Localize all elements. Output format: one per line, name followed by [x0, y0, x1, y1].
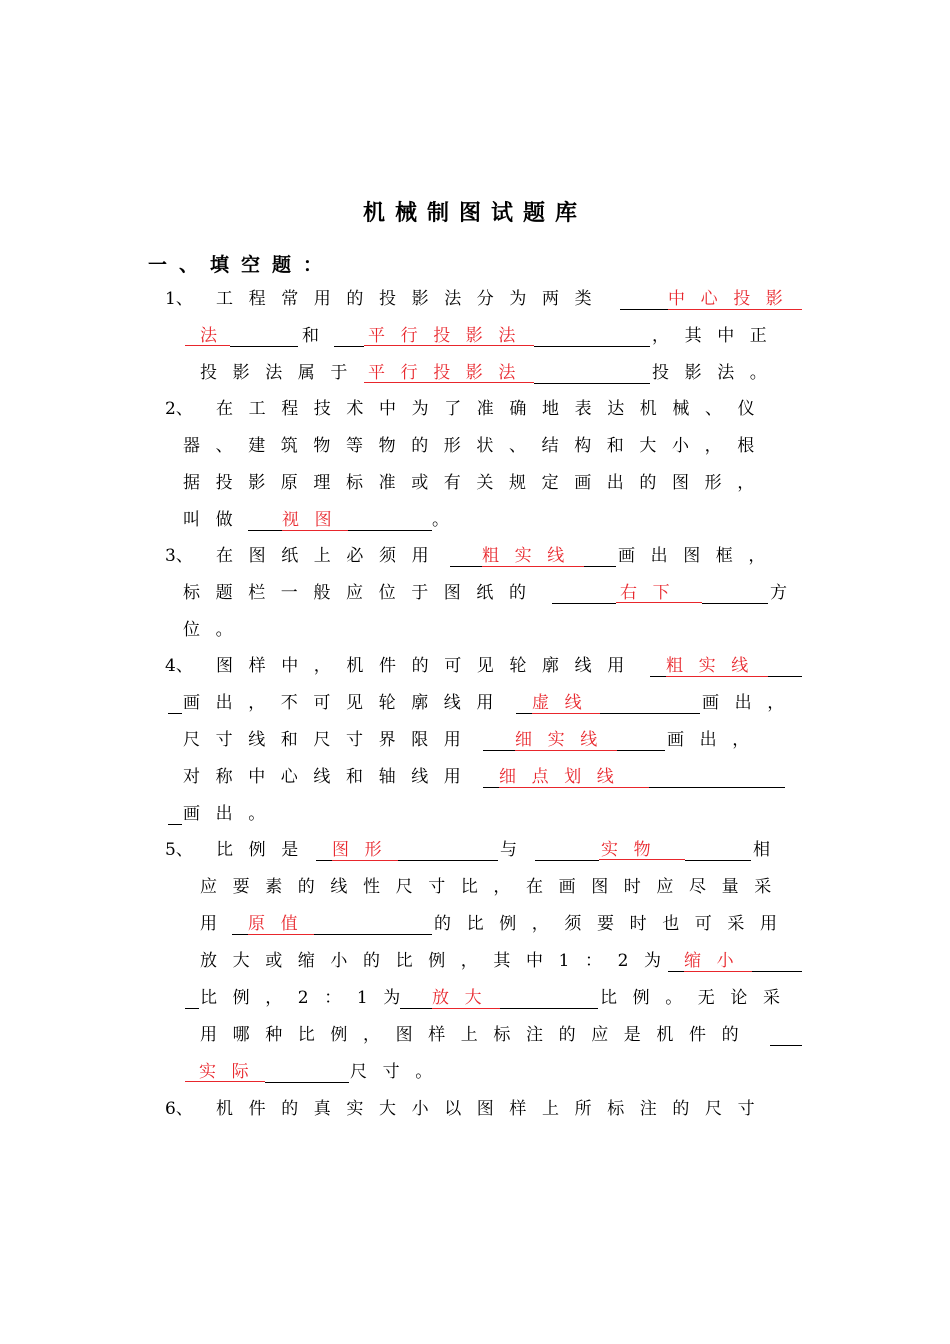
- q3-line-2: [0, 579, 950, 607]
- question-text: 相: [753, 840, 770, 860]
- answer-text: 放大: [432, 984, 500, 1009]
- answer-text: 原值: [248, 910, 314, 935]
- blank-line: [185, 984, 199, 1009]
- question-number: 5、: [165, 840, 193, 860]
- question-text: 。: [432, 510, 449, 530]
- answer-text: 中心投影: [668, 285, 802, 310]
- blank-line: [168, 689, 182, 714]
- question-text: 画出，不可见轮廓线用: [183, 693, 509, 713]
- blank-line: [232, 910, 248, 935]
- q2-line-1: [0, 395, 950, 423]
- answer-text: 图形: [332, 836, 398, 861]
- blank-line: [535, 836, 599, 861]
- question-number: 1、: [165, 289, 193, 309]
- blank-line: [230, 322, 298, 347]
- blank-line: [649, 763, 785, 788]
- question-text: 在图纸上必须用: [216, 546, 445, 566]
- q4-line-3: [0, 726, 950, 754]
- question-text: 对称中心线和轴线用: [183, 767, 477, 787]
- blank-line: [334, 322, 364, 347]
- blank-line: [617, 726, 665, 751]
- question-number: 2、: [165, 399, 193, 419]
- blank-line: [348, 506, 432, 531]
- question-text: 用哪种比例，图样上标注的应是机件的: [200, 1025, 755, 1045]
- question-text: 比例，2：1为: [200, 988, 416, 1008]
- q5-line-4: [0, 947, 950, 975]
- blank-line: [768, 652, 802, 677]
- blank-line: [534, 322, 650, 347]
- question-text: 机件的真实大小以图样上所标注的尺寸: [216, 1099, 771, 1119]
- q4-line-4: [0, 763, 950, 791]
- question-text: 位。: [183, 620, 249, 640]
- blank-line: [483, 726, 515, 751]
- q3-line-3: [0, 616, 950, 644]
- question-text: ，其中正: [652, 326, 783, 346]
- blank-line: [600, 689, 700, 714]
- q2-line-4: [0, 506, 950, 534]
- blank-line: [668, 947, 684, 972]
- blank-line: [450, 542, 482, 567]
- answer-text: 粗实线: [482, 542, 584, 567]
- question-text: 标题栏一般应位于图纸的: [183, 583, 542, 603]
- question-text: 尺寸线和尺寸界限用: [183, 730, 477, 750]
- answer-text: 实际: [185, 1058, 265, 1082]
- question-text: 器、建筑物等物的形状、结构和大小，根: [183, 436, 770, 456]
- q5-line-3: [0, 910, 950, 938]
- question-text: 和: [302, 326, 319, 346]
- question-number: 3、: [165, 546, 193, 566]
- blank-line: [650, 652, 666, 677]
- blank-line: [516, 689, 532, 714]
- blank-line: [770, 1021, 802, 1046]
- question-text: 投影法属于: [200, 363, 363, 383]
- blank-line: [534, 359, 650, 384]
- question-text: 应要素的线性尺寸比，在画图时应尽量采: [200, 877, 787, 897]
- q5-line-6: [0, 1021, 950, 1049]
- question-text: 与: [500, 840, 517, 860]
- blank-line: [620, 285, 668, 310]
- answer-text: 平行投影法: [364, 359, 534, 383]
- q2-line-2: [0, 432, 950, 460]
- question-text: 叫做: [183, 510, 249, 530]
- question-number: 6、: [165, 1099, 193, 1119]
- question-text: 的比例，须要时也可采用: [434, 914, 793, 934]
- question-text: 画出，: [667, 730, 765, 750]
- blank-line: [398, 836, 498, 861]
- q4-line-5: [0, 800, 950, 828]
- question-text: 尺寸。: [350, 1062, 448, 1082]
- blank-line: [316, 836, 332, 861]
- q3-line-1: [0, 542, 950, 570]
- q5-line-5: [0, 984, 950, 1012]
- q4-line-2: [0, 689, 950, 717]
- question-number: 4、: [165, 656, 193, 676]
- blank-line: [500, 984, 598, 1009]
- document-title: 机械制图试题库: [362, 201, 587, 226]
- answer-text: 细点划线: [499, 763, 649, 788]
- question-text: 画出，: [702, 693, 800, 713]
- q4-line-1: [0, 652, 950, 680]
- question-text: 在工程技术中为了准确地表达机械、仪: [216, 399, 771, 419]
- question-text: 画出。: [183, 804, 281, 824]
- q1-line-2: [0, 322, 950, 350]
- question-text: 比例。无论采: [600, 988, 796, 1008]
- blank-line: [168, 800, 182, 825]
- blank-line: [584, 542, 616, 567]
- question-text: 画出图框，: [618, 546, 781, 566]
- q2-line-3: [0, 469, 950, 497]
- question-text: 图样中，机件的可见轮廓线用: [216, 656, 640, 676]
- q5-line-2: [0, 873, 950, 901]
- question-text: 放大或缩小的比例，其中1：2为: [200, 951, 677, 971]
- q1-line-3: [0, 359, 950, 387]
- answer-text: 实物: [599, 836, 685, 860]
- question-text: 用: [200, 914, 217, 934]
- blank-line: [248, 506, 282, 531]
- answer-text: 法: [185, 322, 230, 346]
- question-text: 方: [770, 583, 787, 603]
- question-text: 据投影原理标准或有关规定画出的图形，: [183, 473, 770, 493]
- q6-line-1: [0, 1095, 950, 1123]
- blank-line: [400, 984, 432, 1009]
- section-heading: 一、填空题：: [148, 254, 335, 276]
- answer-text: 细实线: [515, 726, 617, 751]
- answer-text: 平行投影法: [364, 322, 534, 346]
- q5-line-7: [0, 1058, 950, 1086]
- question-text: 比例是: [216, 840, 314, 860]
- blank-line: [265, 1058, 349, 1083]
- blank-line: [483, 763, 499, 788]
- q5-line-1: [0, 836, 950, 864]
- blank-line: [552, 579, 616, 604]
- blank-line: [752, 947, 802, 972]
- answer-text: 粗实线: [666, 652, 768, 677]
- answer-text: 缩小: [684, 947, 752, 972]
- blank-line: [702, 579, 768, 604]
- answer-text: 右下: [616, 579, 702, 603]
- question-text: 工程常用的投影法分为两类: [216, 289, 608, 309]
- blank-line: [685, 836, 751, 861]
- question-text: 投影法。: [652, 363, 783, 383]
- answer-text: 虚线: [532, 689, 600, 714]
- answer-text: 视图: [282, 506, 348, 531]
- q1-line-1: [0, 285, 950, 313]
- blank-line: [314, 910, 432, 935]
